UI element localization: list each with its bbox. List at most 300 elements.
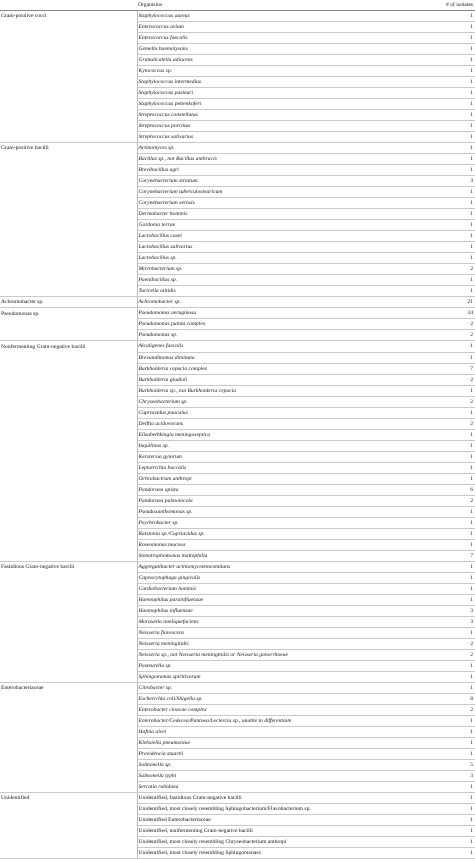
organism-cell: Aggregatibacter actinomycetemcomitans: [137, 561, 428, 572]
isolate-count-cell: 2: [428, 319, 475, 330]
organism-cell: Providencia stuartii: [137, 749, 428, 760]
organism-cell: Serratia rubidaea: [137, 782, 428, 793]
table-row: [0, 99, 475, 110]
isolate-count-cell: 1: [428, 451, 475, 462]
table-row: [0, 727, 475, 738]
isolate-count-cell: 1: [428, 583, 475, 594]
table-row: [0, 396, 475, 407]
table-row: [0, 154, 475, 165]
category-cell: [0, 815, 137, 826]
category-cell: [0, 176, 137, 187]
organism-cell: Lactobacillus sp.: [137, 253, 428, 264]
category-cell: [0, 385, 137, 396]
table-row: [0, 143, 475, 154]
organism-cell: Enterobacter/Cedecea/Pantoea/Leclercia sp., unable to differentiate: [137, 716, 428, 727]
isolate-count-cell: 2: [428, 418, 475, 429]
isolates-column-header: # of isolates: [428, 0, 475, 11]
organism-cell: Brevundimonas diminuta: [137, 352, 428, 363]
table-row: [0, 77, 475, 88]
table-row: [0, 848, 475, 859]
organism-cell: Streptococcus porcinus: [137, 121, 428, 132]
table-row: [0, 550, 475, 561]
category-cell: [0, 110, 137, 121]
organism-cell: Pseudomonas putida complex: [137, 319, 428, 330]
isolate-count-cell: 1: [428, 671, 475, 682]
isolate-count-cell: 2: [428, 705, 475, 716]
isolate-count-cell: 1: [428, 594, 475, 605]
table-row: [0, 462, 475, 473]
organism-cell: Enterococcus avium: [137, 22, 428, 33]
isolate-count-cell: 1: [428, 517, 475, 528]
isolate-count-cell: 1: [428, 88, 475, 99]
category-cell: [0, 396, 137, 407]
organism-cell: Pasteurella sp.: [137, 660, 428, 671]
table-row: [0, 616, 475, 627]
organism-cell: Ochrobactrum anthropi: [137, 473, 428, 484]
isolate-count-cell: 1: [428, 165, 475, 176]
isolate-count-cell: 1: [428, 506, 475, 517]
table-row: [0, 506, 475, 517]
table-row: [0, 429, 475, 440]
table-row: [0, 407, 475, 418]
table-row: [0, 738, 475, 749]
organism-cell: Escherichia coli/Shigella sp.: [137, 693, 428, 704]
isolate-count-cell: 34: [428, 308, 475, 319]
category-cell: [0, 528, 137, 539]
table-row: [0, 804, 475, 815]
category-cell: [0, 352, 137, 363]
table-row: [0, 671, 475, 682]
category-cell: [0, 99, 137, 110]
table-row: [0, 693, 475, 704]
table-row: [0, 385, 475, 396]
category-cell: [0, 705, 137, 716]
table-row: [0, 374, 475, 385]
organism-cell: Capnocytophaga gingivalis: [137, 572, 428, 583]
isolate-count-cell: 1: [428, 352, 475, 363]
category-cell: [0, 749, 137, 760]
category-cell: [0, 363, 137, 374]
category-column-header: [0, 0, 137, 11]
isolate-count-cell: 1: [428, 132, 475, 143]
category-cell: [0, 66, 137, 77]
organism-cell: Lactobacillus salivarius: [137, 242, 428, 253]
table-row: [0, 110, 475, 121]
category-cell: [0, 242, 137, 253]
organism-cell: Staphylococcus intermedius: [137, 77, 428, 88]
organism-cell: Leptotrichia buccalis: [137, 462, 428, 473]
organism-cell: Klebsiella pneumoniae: [137, 738, 428, 749]
isolate-count-cell: 1: [428, 242, 475, 253]
category-cell: [0, 374, 137, 385]
isolate-count-cell: 1: [428, 22, 475, 33]
category-cell: [0, 627, 137, 638]
isolate-count-cell: 1: [428, 110, 475, 121]
table-row: [0, 528, 475, 539]
isolate-count-cell: 1: [428, 848, 475, 859]
category-cell: [0, 187, 137, 198]
category-cell: [0, 440, 137, 451]
table-row: [0, 826, 475, 837]
category-cell: [0, 782, 137, 793]
category-cell: [0, 44, 137, 55]
isolate-count-cell: 1: [428, 473, 475, 484]
organism-cell: Inquilinus sp.: [137, 440, 428, 451]
isolate-count-cell: 3: [428, 176, 475, 187]
category-cell: [0, 495, 137, 506]
organism-cell: Cardiobacterium hominis: [137, 583, 428, 594]
isolate-count-cell: 1: [428, 275, 475, 286]
table-row: [0, 649, 475, 660]
organism-cell: Actinomyces sp.: [137, 143, 428, 154]
category-cell: [0, 275, 137, 286]
organism-cell: Haemophilus parainfluenzae: [137, 594, 428, 605]
category-cell: [0, 22, 137, 33]
organism-cell: Lactobacillus casei: [137, 231, 428, 242]
organism-cell: Staphylococcus pettenkoferi: [137, 99, 428, 110]
category-cell: [0, 616, 137, 627]
organism-cell: Pandoraea apista: [137, 484, 428, 495]
table-row: [0, 11, 475, 22]
isolate-count-cell: 1: [428, 143, 475, 154]
table-row: [0, 440, 475, 451]
isolate-count-cell: 7: [428, 550, 475, 561]
category-cell: [0, 826, 137, 837]
category-cell: Enterobacteriaceae: [0, 682, 137, 693]
table-row: [0, 605, 475, 616]
category-cell: [0, 154, 137, 165]
category-cell: [0, 451, 137, 462]
isolate-count-cell: 8: [428, 693, 475, 704]
table-row: [0, 473, 475, 484]
category-cell: [0, 33, 137, 44]
category-cell: [0, 583, 137, 594]
category-cell: Gram-positive bacilli: [0, 143, 137, 154]
table-row: [0, 231, 475, 242]
isolate-count-cell: 3: [428, 605, 475, 616]
table-row: [0, 253, 475, 264]
table-row: [0, 627, 475, 638]
category-cell: [0, 88, 137, 99]
category-cell: [0, 319, 137, 330]
category-cell: [0, 837, 137, 848]
table-row: [0, 33, 475, 44]
organism-cell: Granulicatella adiacens: [137, 55, 428, 66]
category-cell: [0, 121, 137, 132]
organism-cell: Neisseria sp., not Neisseria meningitidis or Neisseria gonorrhoeae: [137, 649, 428, 660]
category-cell: [0, 473, 137, 484]
organism-cell: Enterobacter cloacae complex: [137, 705, 428, 716]
isolate-count-cell: 1: [428, 198, 475, 209]
organism-cell: Unidentified, nonfermenting Gram-negative bacilli: [137, 826, 428, 837]
organism-cell: Salmonella sp.: [137, 760, 428, 771]
category-cell: [0, 55, 137, 66]
organism-cell: Kytococcus sp.: [137, 66, 428, 77]
table-row: [0, 330, 475, 341]
isolate-count-cell: 1: [428, 528, 475, 539]
organism-cell: Unidentified, most closely resembling Sphingobacterium/Flavobacterium sp.: [137, 804, 428, 815]
organism-cell: Unidentified, most closely resembling Chryseobacterium anthropi: [137, 837, 428, 848]
isolate-count-cell: 1: [428, 716, 475, 727]
organism-cell: Stenotrophomonas maltophilia: [137, 550, 428, 561]
organism-cell: Corynebacterium striatum: [137, 176, 428, 187]
category-cell: [0, 77, 137, 88]
isolate-count-cell: 1: [428, 99, 475, 110]
isolate-count-cell: 1: [428, 682, 475, 693]
category-cell: Unidentified: [0, 793, 137, 804]
organism-cell: Moraxella nonliquefaciens: [137, 616, 428, 627]
category-cell: [0, 738, 137, 749]
isolate-count-cell: 1: [428, 154, 475, 165]
category-cell: [0, 771, 137, 782]
table-row: [0, 451, 475, 462]
table-header-row: [0, 0, 475, 11]
category-cell: [0, 727, 137, 738]
table-row: [0, 209, 475, 220]
table-row: [0, 264, 475, 275]
table-row: [0, 275, 475, 286]
table-row: [0, 418, 475, 429]
isolate-count-cell: 1: [428, 749, 475, 760]
organism-cell: Salmonella typhi: [137, 771, 428, 782]
isolate-count-cell: 1: [428, 220, 475, 231]
isolate-count-cell: 1: [428, 341, 475, 352]
organism-cell: Hafnia alvei: [137, 727, 428, 738]
isolate-count-cell: 1: [428, 77, 475, 88]
category-cell: [0, 671, 137, 682]
category-cell: [0, 286, 137, 297]
organism-cell: Burkholderia sp., not Burkholderia cepacia: [137, 385, 428, 396]
organism-cell: Bacillus sp., not Bacillus anthracis: [137, 154, 428, 165]
table-row: [0, 352, 475, 363]
isolate-count-cell: 1: [428, 738, 475, 749]
organism-cell: Turicella otitidis: [137, 286, 428, 297]
organism-cell: Haemophilus influenzae: [137, 605, 428, 616]
organism-cell: Microbacterium sp.: [137, 264, 428, 275]
category-cell: [0, 484, 137, 495]
organism-cell: Enterococcus faecalis: [137, 33, 428, 44]
category-cell: [0, 132, 137, 143]
table-row: [0, 837, 475, 848]
isolate-count-cell: 1: [428, 66, 475, 77]
isolate-count-cell: 1: [428, 231, 475, 242]
organism-cell: Burkholderia gladioli: [137, 374, 428, 385]
category-cell: Achromobacter sp.: [0, 297, 137, 308]
table-row: [0, 176, 475, 187]
organism-cell: Neisseria flavescens: [137, 627, 428, 638]
table-row: [0, 484, 475, 495]
category-cell: [0, 693, 137, 704]
table-row: [0, 220, 475, 231]
isolate-count-cell: 1: [428, 837, 475, 848]
category-cell: [0, 220, 137, 231]
organism-cell: Burkholderia cepacia complex: [137, 363, 428, 374]
organism-cell: Dermabacter hominis: [137, 209, 428, 220]
isolate-count-cell: 2: [428, 264, 475, 275]
isolate-count-cell: 2: [428, 396, 475, 407]
organism-cell: Corynebacterium tuberculostearicum: [137, 187, 428, 198]
organism-cell: Streptococcus constellatus: [137, 110, 428, 121]
table-row: [0, 782, 475, 793]
isolate-count-cell: 1: [428, 429, 475, 440]
organism-cell: Achromobacter sp.: [137, 297, 428, 308]
organism-cell: Delftia acidovorans: [137, 418, 428, 429]
table-row: [0, 760, 475, 771]
isolate-count-cell: 1: [428, 440, 475, 451]
isolate-count-cell: 1: [428, 286, 475, 297]
table-row: [0, 165, 475, 176]
table-row: [0, 88, 475, 99]
organism-cell: Neisseria meningitidis: [137, 638, 428, 649]
table-row: [0, 44, 475, 55]
isolate-count-cell: 1: [428, 209, 475, 220]
isolate-count-cell: 1: [428, 572, 475, 583]
organism-cell: Gordonia terrae: [137, 220, 428, 231]
table-row: [0, 594, 475, 605]
isolate-count-cell: 2: [428, 495, 475, 506]
isolate-count-cell: 6: [428, 484, 475, 495]
organisms-column-header: Organisms: [137, 0, 428, 11]
category-cell: [0, 198, 137, 209]
organism-cell: Unidentified Enterobacteriaceae: [137, 815, 428, 826]
category-cell: [0, 649, 137, 660]
isolate-count-cell: 2: [428, 330, 475, 341]
category-cell: [0, 506, 137, 517]
isolate-count-cell: 2: [428, 374, 475, 385]
table-row: [0, 121, 475, 132]
isolate-count-cell: 1: [428, 815, 475, 826]
table-row: [0, 297, 475, 308]
category-cell: Gram-positive cocci: [0, 11, 137, 22]
category-cell: [0, 418, 137, 429]
category-cell: [0, 330, 137, 341]
category-cell: Pseudomonas sp.: [0, 308, 137, 319]
isolate-count-cell: 1: [428, 793, 475, 804]
category-cell: [0, 539, 137, 550]
isolate-count-cell: 1: [428, 627, 475, 638]
table-row: [0, 55, 475, 66]
table-row: [0, 517, 475, 528]
table-row: [0, 660, 475, 671]
isolate-count-cell: 1: [428, 660, 475, 671]
isolate-count-cell: 1: [428, 385, 475, 396]
organism-cell: Streptococcus salivarius: [137, 132, 428, 143]
category-cell: [0, 594, 137, 605]
organism-cell: Ralstonia sp./Cupriavidus sp.: [137, 528, 428, 539]
isolate-count-cell: 1: [428, 55, 475, 66]
category-cell: Nonfermenting Gram-negative bacilli: [0, 341, 137, 352]
category-cell: [0, 660, 137, 671]
organism-cell: Pseudoxanthomonas sp.: [137, 506, 428, 517]
table-row: [0, 286, 475, 297]
isolate-count-cell: 2: [428, 638, 475, 649]
organism-cell: Unidentified, most closely resembling Sphingomonass: [137, 848, 428, 859]
isolate-count-cell: 5: [428, 760, 475, 771]
organism-cell: Paenibacillus sp.: [137, 275, 428, 286]
table-row: [0, 716, 475, 727]
category-cell: [0, 231, 137, 242]
table-row: [0, 187, 475, 198]
isolate-count-cell: 1: [428, 187, 475, 198]
table-row: [0, 495, 475, 506]
isolate-count-cell: 1: [428, 826, 475, 837]
isolate-count-cell: 3: [428, 771, 475, 782]
organism-cell: Citrobacter sp.: [137, 682, 428, 693]
category-cell: [0, 209, 137, 220]
table-body: [0, 11, 475, 859]
organism-cell: Kerstersia gyiorum: [137, 451, 428, 462]
category-cell: [0, 517, 137, 528]
category-cell: [0, 264, 137, 275]
organism-cell: Corynebacterium xerosis: [137, 198, 428, 209]
table-row: [0, 705, 475, 716]
category-cell: Fastidious Gram-negative bacilli: [0, 561, 137, 572]
table-row: [0, 341, 475, 352]
organism-cell: Unidentified, fastidious Gram-negative bacilli: [137, 793, 428, 804]
table-row: [0, 132, 475, 143]
organism-cell: Elizabethkingia meningoseptica: [137, 429, 428, 440]
table-row: [0, 22, 475, 33]
organism-cell: Cupriavidus pauculus: [137, 407, 428, 418]
isolate-count-cell: 1: [428, 462, 475, 473]
organism-cell: Brevibacillus agri: [137, 165, 428, 176]
organism-cell: Pandoraea pulmonicola: [137, 495, 428, 506]
organism-cell: Sphingomonas spiritivorum: [137, 671, 428, 682]
table-row: [0, 308, 475, 319]
table-row: [0, 638, 475, 649]
isolate-count-cell: 1: [428, 539, 475, 550]
isolate-count-cell: 3: [428, 616, 475, 627]
category-cell: [0, 165, 137, 176]
organism-cell: Chryseobacterium sp.: [137, 396, 428, 407]
isolate-count-cell: 1: [428, 33, 475, 44]
category-cell: [0, 605, 137, 616]
isolate-count-cell: 1: [428, 782, 475, 793]
table-row: [0, 198, 475, 209]
organism-cell: Staphylococcus pasteuri: [137, 88, 428, 99]
table-row: [0, 539, 475, 550]
category-cell: [0, 550, 137, 561]
isolate-count-cell: 2: [428, 649, 475, 660]
organism-cell: Pseudomonas aeruginosa: [137, 308, 428, 319]
isolate-count-cell: 1: [428, 121, 475, 132]
table-row: [0, 583, 475, 594]
category-cell: [0, 760, 137, 771]
table-row: [0, 815, 475, 826]
category-cell: [0, 429, 137, 440]
organism-cell: Roseomonas mucosa: [137, 539, 428, 550]
organism-cell: Gemella haemolysans: [137, 44, 428, 55]
category-cell: [0, 572, 137, 583]
isolate-count-cell: 7: [428, 363, 475, 374]
isolate-count-cell: 1: [428, 11, 475, 22]
category-cell: [0, 638, 137, 649]
organism-cell: Alcaligenes faecalis: [137, 341, 428, 352]
isolate-count-cell: 1: [428, 253, 475, 264]
category-cell: [0, 407, 137, 418]
category-cell: [0, 848, 137, 859]
isolate-count-cell: 1: [428, 727, 475, 738]
isolate-count-cell: 1: [428, 44, 475, 55]
table-row: [0, 749, 475, 760]
table-row: [0, 66, 475, 77]
table-row: [0, 242, 475, 253]
table-row: [0, 561, 475, 572]
table-row: [0, 572, 475, 583]
organism-cell: Psychrobacter sp.: [137, 517, 428, 528]
organism-cell: Staphylococcus aureus: [137, 11, 428, 22]
organism-cell: Pseudomonas sp.: [137, 330, 428, 341]
